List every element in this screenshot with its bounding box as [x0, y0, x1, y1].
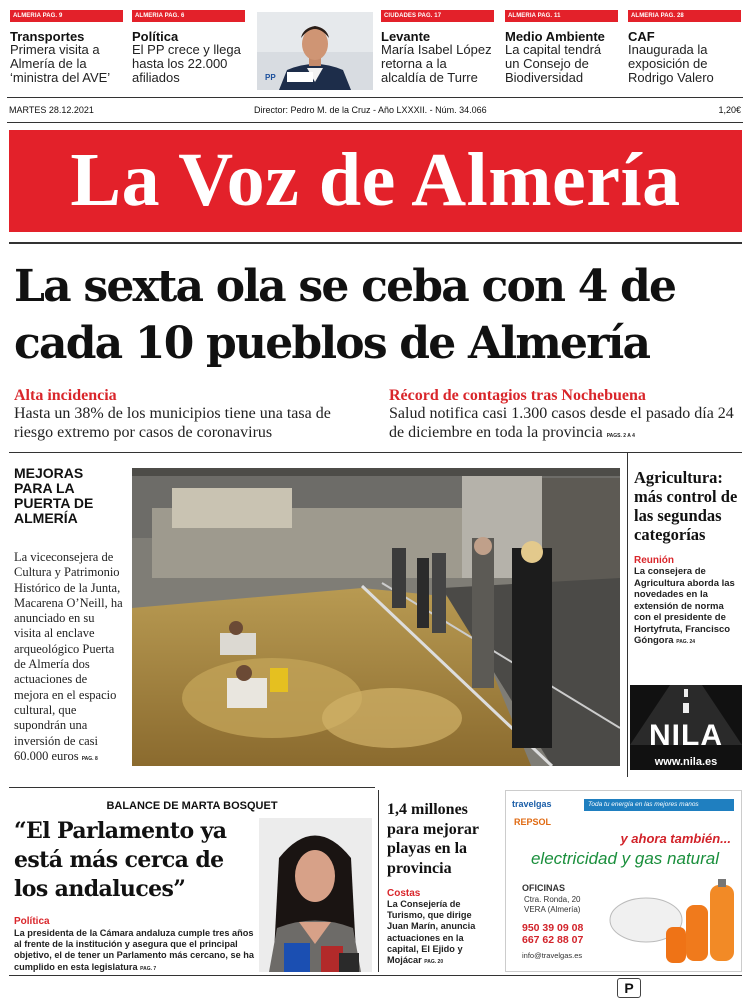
subhead-text [389, 404, 739, 446]
story-mejoras[interactable] [14, 466, 124, 767]
lead-story[interactable] [9, 242, 742, 446]
dateline-bar [7, 97, 743, 123]
issue-price: 1,20€ [718, 105, 741, 115]
section-divider [9, 975, 742, 976]
story-text-body: La viceconsejera de Cultura y Patrimonio Histórico de la Junta, Macarena O’Neill, ha anunciado en su visita al enclave arqueológico Puerta de Almería dos actuaciones de mejora en el espacio cultural, que supondrán una inversión de casi 60.000 euros [14, 550, 123, 763]
teaser-text: La capital tendrá un Consejo de Biodiversidad [505, 42, 602, 85]
teaser-politica[interactable] [132, 10, 245, 85]
offices-title: OFICINAS [522, 883, 566, 893]
story-text [634, 566, 742, 649]
teaser-title: Medio Ambiente [505, 29, 605, 44]
story-title: Agricultura: más control de las segundas categorías [634, 468, 738, 544]
archaeology-photo[interactable] [132, 468, 620, 766]
teaser-title: Levante [381, 29, 431, 44]
pp-badge: PP [265, 73, 276, 82]
story-text [387, 899, 495, 968]
travelgas-tagline: Toda tu energía en las mejores manos [584, 799, 734, 811]
phone-2[interactable]: 667 62 88 07 [522, 934, 584, 946]
archaeology-scene [132, 468, 620, 766]
teaser-text: Primera visita a Almería de la ‘ministra del AVE’ [10, 42, 111, 85]
director-info: Director: Pedro M. de la Cruz - Año LXXXII. - Núm. 34.066 [254, 105, 487, 115]
page-ref: PAG. 7 [140, 965, 157, 972]
issue-date: MARTES 28.12.2021 [9, 105, 94, 115]
page-ref: PAG. 20 [424, 959, 444, 966]
lead-headline-line1: La sexta ola se ceba con 4 de [14, 261, 676, 312]
marta-photo[interactable] [259, 818, 372, 972]
story-agricultura[interactable] [634, 468, 742, 649]
teaser-text: Inaugurada la exposición de Rodrigo Valero [628, 42, 714, 85]
travelgas-logo: travelgas [512, 799, 552, 809]
teaser-title: Transportes [10, 29, 85, 44]
travelgas-ad[interactable] [505, 790, 742, 972]
page-ref: PAGS. 2 A 4 [606, 433, 635, 439]
gas-cylinders-icon [606, 875, 741, 967]
section-divider [9, 787, 375, 788]
nila-brand: NILA [649, 719, 723, 752]
column-divider [627, 452, 628, 777]
teaser-medio-ambiente[interactable] [505, 10, 618, 85]
lead-subhead-right [389, 388, 739, 446]
office-address-2: VERA (Almería) [524, 905, 581, 914]
phone-1[interactable]: 950 39 09 08 [522, 922, 584, 934]
subhead-title: Alta incidencia [14, 387, 117, 404]
subhead-text: Hasta un 38% de los municipios tiene una tasa de riesgo extremo por casos de coronavirus [14, 405, 331, 441]
section-divider [9, 452, 742, 453]
story-playas[interactable] [387, 800, 495, 968]
story-section: Reunión [634, 555, 674, 566]
story-title: MEJORAS PARA LA PUERTA DE ALMERÍA [14, 465, 94, 526]
story-text-body: La consejera de Agricultura aborda las novedades en la extensión de norma con el presidente de Hortyfruta, Francisco Góngora [634, 566, 735, 646]
ad-email[interactable]: info@travelgas.es [522, 951, 583, 960]
teaser-title: Política [132, 29, 179, 44]
marta-headline[interactable]: “El Parlamento ya está más cerca de los andaluces” [14, 818, 227, 902]
teaser-tag: ALMERIA PAG. 9 [10, 10, 123, 22]
teaser-text: El PP crece y llega hasta los 22.000 afiliados [132, 42, 241, 85]
masthead-logo[interactable]: La Voz de Almería [9, 130, 742, 232]
story-title: 1,4 millones para mejorar playas en la provincia [387, 801, 479, 877]
repsol-logo: REPSOL [514, 817, 552, 827]
marta-section: Política [14, 916, 50, 927]
story-section: Costas [387, 888, 421, 899]
marta-kicker: BALANCE DE MARTA BOSQUET [106, 800, 278, 812]
story-text-body: La Consejería de Turismo, que dirige Juan Marín, anuncia actuaciones en la capital, El Ejido y Mojácar [387, 899, 476, 966]
teaser-portrait-photo[interactable] [257, 12, 373, 90]
teaser-text: María Isabel López retorna a la alcaldía de Turre [381, 42, 492, 85]
teaser-tag: CIUDADES PAG. 17 [381, 10, 494, 22]
teaser-tag: ALMERIA PAG. 28 [628, 10, 741, 22]
teaser-levante[interactable] [381, 10, 494, 85]
subhead-title: Récord de contagios tras Nochebuena [389, 387, 646, 404]
footer-logo: P [617, 978, 641, 998]
lead-headline [14, 258, 742, 372]
teaser-transportes[interactable] [10, 10, 123, 85]
office-address-1: Ctra. Ronda, 20 [524, 895, 581, 904]
ad-slogan-1: y ahora también... [620, 831, 731, 846]
lead-subhead-left [14, 388, 359, 442]
ad-slogan-2: electricidad y gas natural [530, 849, 720, 868]
teaser-tag: ALMERIA PAG. 11 [505, 10, 618, 22]
marta-portrait [259, 818, 372, 972]
teaser-tag: ALMERIA PAG. 6 [132, 10, 245, 22]
teaser-title: CAF [628, 29, 655, 44]
nila-ad[interactable] [630, 685, 742, 770]
nila-url[interactable]: www.nila.es [654, 756, 718, 768]
lead-headline-line2: cada 10 pueblos de Almería [14, 318, 650, 369]
page-ref: PAG. 8 [81, 755, 98, 762]
page-ref: PAG. 24 [676, 639, 696, 645]
marta-text-body: La presidenta de la Cámara andaluza cumple tres años al frente de la institución y asegura que el principal objetivo, el de tener un Parlamento más cercano, se ha cumplido en esta legislatura [14, 928, 254, 972]
teaser-caf[interactable] [628, 10, 741, 85]
story-text [14, 550, 124, 767]
subhead-text-body: Salud notifica casi 1.300 casos desde el pasado día 24 de diciembre en toda la provincia [389, 405, 734, 441]
column-divider [378, 790, 379, 972]
marta-text [14, 928, 254, 975]
